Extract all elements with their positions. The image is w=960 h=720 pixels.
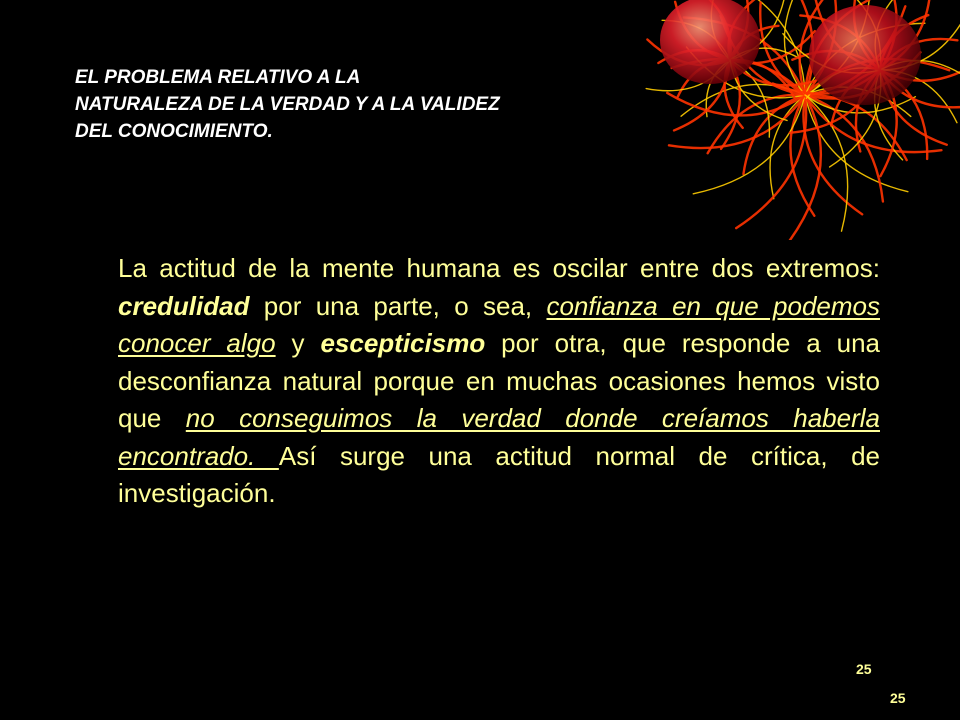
page-number-lower: 25 — [890, 690, 906, 706]
title-line-1: EL PROBLEMA RELATIVO A LA — [75, 67, 361, 88]
page-number-upper: 25 — [856, 661, 872, 677]
underlined-phrase-1: confianza en que podemos conocer algo — [118, 290, 880, 358]
body-paragraph — [118, 250, 880, 513]
body-segment-1: La actitud de la mente humana es oscilar entre dos extremos: — [118, 253, 880, 283]
body-segment-5: Así surge una actitud normal de crítica, de investigación. — [118, 440, 880, 508]
title-line-2: NATURALEZA DE LA VERDAD Y A LA VALIDEZ — [75, 94, 500, 115]
term-credulidad: credulidad — [118, 290, 250, 321]
underlined-phrase-2: no conseguimos la verdad donde creíamos haberla encontrado. — [118, 403, 880, 471]
term-escepticismo: escepticismo — [320, 328, 486, 358]
body-segment-2: por una parte, o sea, — [249, 290, 547, 321]
body-segment-3: y — [275, 328, 321, 358]
slide-title — [75, 64, 675, 145]
body-segment-4: por otra, que responde a una desconfianza natural porque en muchas ocasiones hemos visto que — [118, 328, 880, 433]
title-line-3: DEL CONOCIMIENTO. — [75, 121, 273, 142]
